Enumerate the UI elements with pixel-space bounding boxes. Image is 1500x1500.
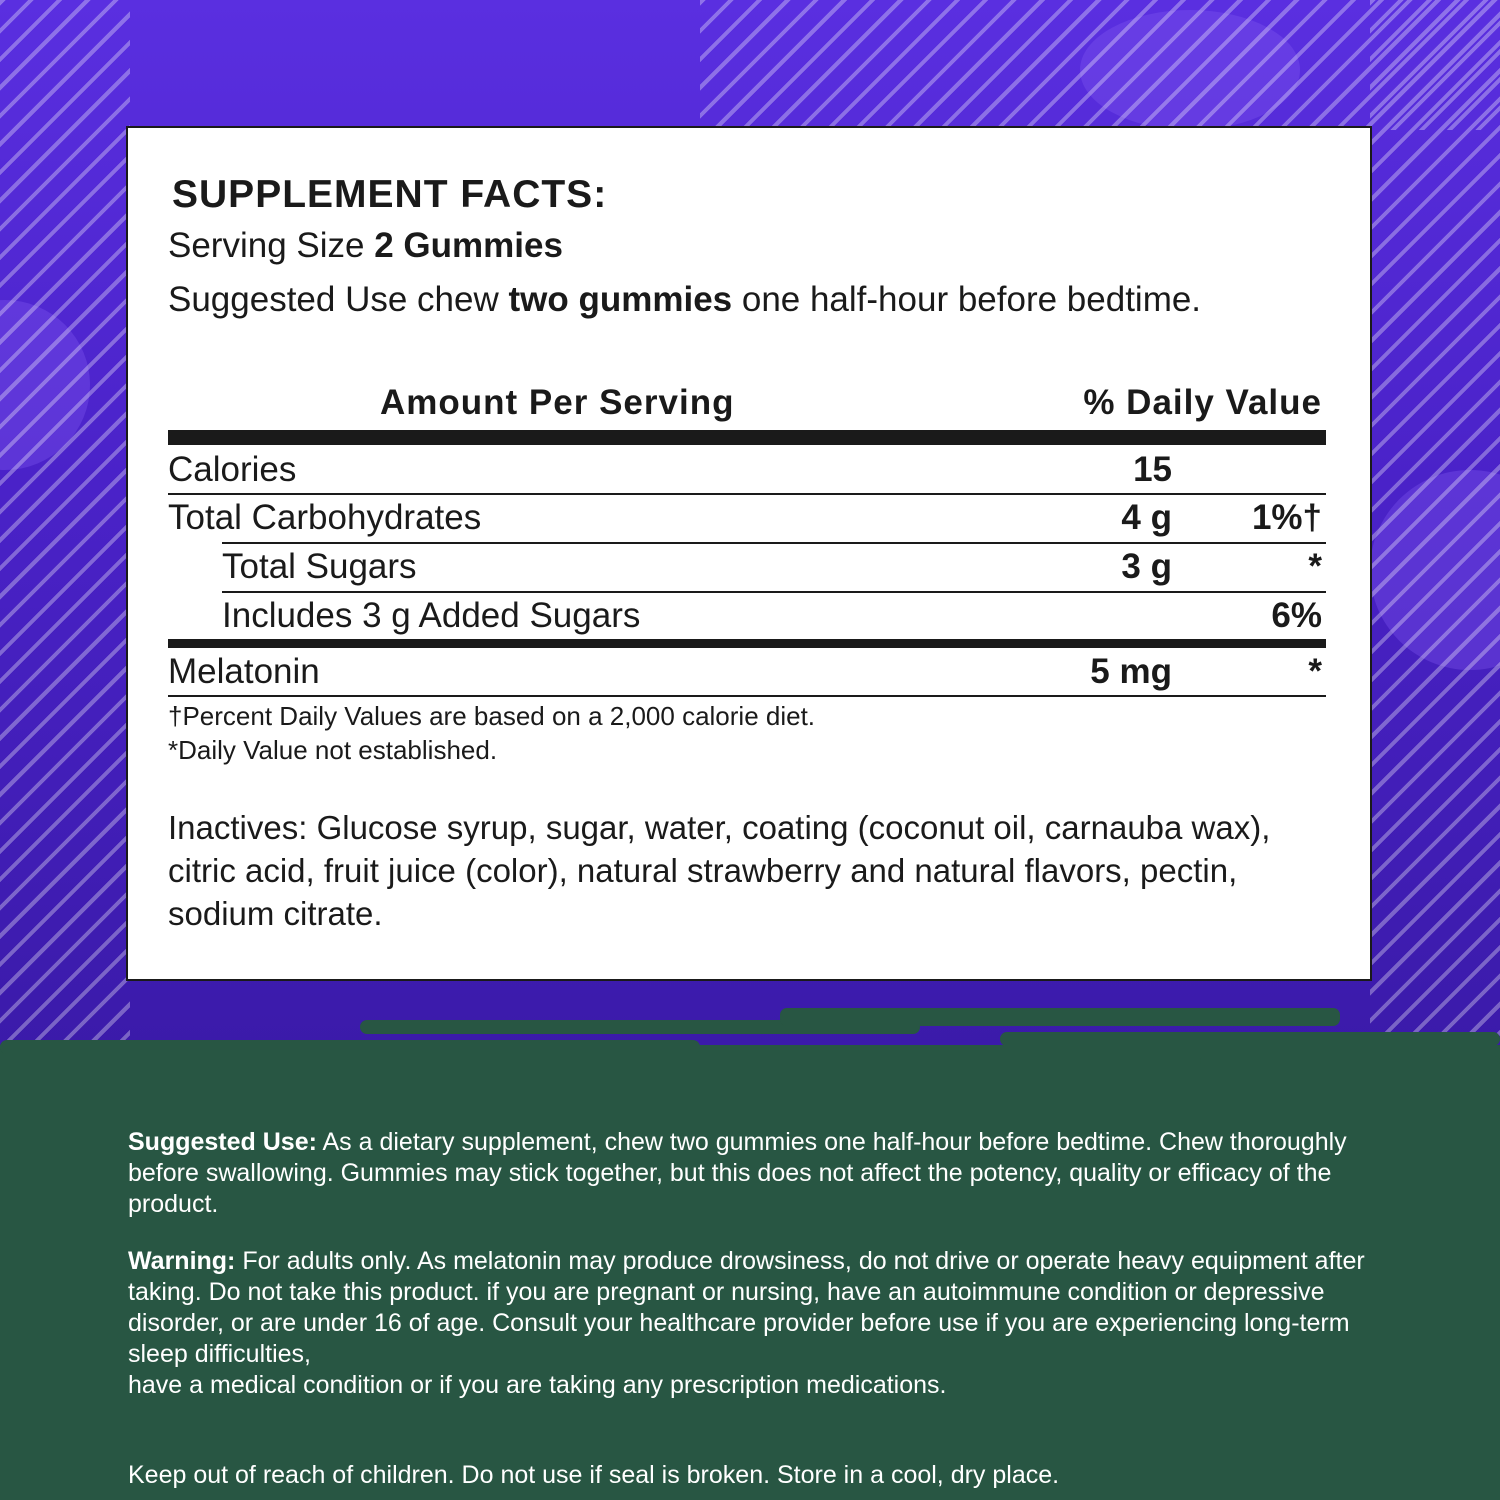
thick-divider — [168, 430, 1326, 445]
warning-label: Warning: — [128, 1247, 236, 1275]
nutrient-dv-added-sugars: 6% — [1271, 596, 1322, 635]
suggested-label: Suggested Use chew — [168, 280, 509, 319]
nutrient-amount-carbs: 4 g — [1121, 498, 1172, 537]
thin-divider — [222, 591, 1326, 593]
nutrient-label-calories: Calories — [168, 450, 297, 489]
storage-note: Keep out of reach of children. Do not use if seal is broken. Store in a cool, dry place. — [128, 1461, 1060, 1489]
stripe-pattern-left — [0, 0, 130, 1080]
facts-title: SUPPLEMENT FACTS: — [172, 173, 608, 216]
thin-divider — [222, 542, 1326, 544]
brush-stroke — [1000, 1032, 1500, 1046]
thin-divider — [168, 695, 1326, 697]
daily-value-header: % Daily Value — [1083, 383, 1322, 422]
suggested-rest: one half-hour before bedtime. — [732, 280, 1202, 319]
nutrient-amount-melatonin: 5 mg — [1090, 652, 1172, 691]
thin-divider — [168, 493, 1326, 495]
thick-divider — [168, 639, 1326, 648]
serving-label: Serving Size — [168, 226, 375, 265]
suggested-use-label: Suggested Use: — [128, 1128, 317, 1156]
supplement-facts-panel — [126, 126, 1372, 981]
amount-per-serving-header: Amount Per Serving — [380, 383, 735, 422]
inactive-ingredients: Inactives: Glucose syrup, sugar, water, coating (coconut oil, carnauba wax), citric acid, fruit juice (color), natural strawberry and natural flavors, pectin, sodium citrate. — [168, 809, 1271, 932]
nutrient-label-added-sugars: Includes 3 g Added Sugars — [222, 596, 641, 635]
nutrient-amount-sugars: 3 g — [1121, 547, 1172, 586]
nutrient-dv-carbs: 1%† — [1251, 498, 1322, 537]
brush-stroke — [780, 1008, 1340, 1026]
nutrient-label-carbs: Total Carbohydrates — [168, 498, 482, 537]
serving-size — [168, 226, 563, 266]
stripe-pattern-top — [700, 0, 1500, 130]
nutrient-dv-sugars: * — [1308, 547, 1322, 586]
serving-value: 2 Gummies — [374, 226, 563, 265]
suggested-use-paragraph — [128, 1127, 1368, 1220]
suggested-bold: two gummies — [508, 280, 733, 319]
nutrient-label-melatonin: Melatonin — [168, 652, 320, 691]
brush-stroke — [1200, 1056, 1500, 1066]
nutrient-dv-melatonin: * — [1308, 652, 1322, 691]
warning-text-continued: have a medical condition or if you are taking any prescription medications. — [128, 1371, 947, 1399]
stripe-pattern-right — [1370, 0, 1500, 1080]
nutrient-label-sugars: Total Sugars — [222, 547, 417, 586]
warning-text: For adults only. As melatonin may produce drowsiness, do not drive or operate heavy equipment after taking. Do not take this product. if you are pregnant or nursing, have an autoimmune condition or depressive disorder, or are under 16 of age. Consult your healthcare provider before use if you are experiencing long-term sleep difficulties, — [128, 1247, 1365, 1368]
suggested-use-line — [168, 276, 1288, 323]
footnote-not-established: *Daily Value not established. — [168, 735, 498, 765]
footnote-daily-values: †Percent Daily Values are based on a 2,000 calorie diet. — [168, 701, 816, 731]
nutrient-amount-calories: 15 — [1133, 450, 1172, 489]
suggested-use-text: As a dietary supplement, chew two gummies one half-hour before bedtime. Chew thoroughly before swallowing. Gummies may stick together, but this does not affect the potency, quality or efficacy of the product. — [128, 1128, 1347, 1218]
brush-stroke — [0, 1040, 700, 1054]
warning-paragraph — [128, 1246, 1368, 1401]
